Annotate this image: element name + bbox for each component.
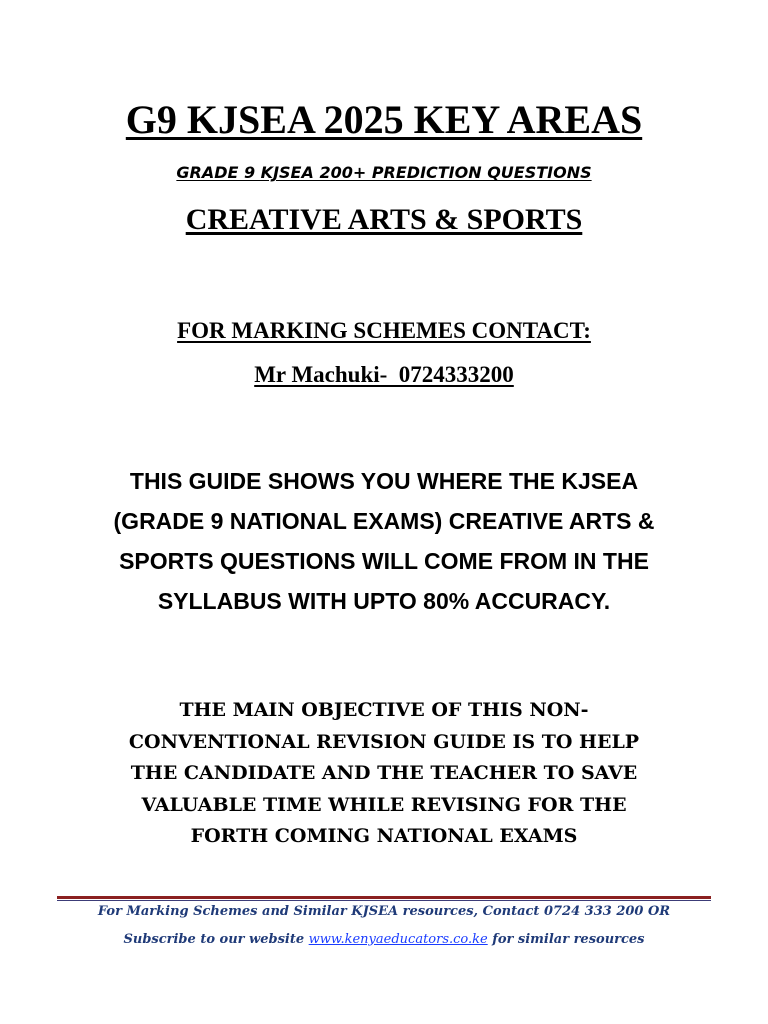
objective-line: CONVENTIONAL REVISION GUIDE IS TO HELP [128, 730, 640, 753]
subject-title: CREATIVE ARTS & SPORTS [185, 203, 583, 236]
footer-website-suffix: for similar resources [487, 932, 645, 947]
objective-paragraph [0, 695, 768, 853]
website-link[interactable]: www.kenyaeducators.co.ke [308, 932, 488, 947]
footer-website-line [0, 930, 768, 950]
footer-contact-line: For Marking Schemes and Similar KJSEA resources, Contact 0724 333 200 OR [97, 904, 671, 919]
guide-line: THIS GUIDE SHOWS YOU WHERE THE KJSEA [129, 468, 639, 494]
main-title: G9 KJSEA 2025 KEY AREAS [125, 97, 643, 142]
objective-line: THE MAIN OBJECTIVE OF THIS NON- [179, 699, 589, 721]
subtitle: GRADE 9 KJSEA 200+ PREDICTION QUESTIONS [176, 163, 592, 182]
footer-divider-bottom [57, 900, 711, 901]
guide-line: (GRADE 9 NATIONAL EXAMS) CREATIVE ARTS & [113, 508, 655, 534]
objective-line: THE CANDIDATE AND THE TEACHER TO SAVE [130, 762, 638, 784]
footer-website-prefix: Subscribe to our website [123, 932, 309, 947]
contact-name: Mr Machuki- 0724333200 [254, 362, 514, 387]
guide-line: SYLLABUS WITH UPTO 80% ACCURACY. [157, 588, 611, 614]
objective-line: VALUABLE TIME WHILE REVISING FOR THE [141, 793, 627, 816]
guide-paragraph [0, 461, 768, 621]
contact-heading: FOR MARKING SCHEMES CONTACT: [177, 318, 591, 343]
guide-line: SPORTS QUESTIONS WILL COME FROM IN THE [119, 548, 649, 574]
objective-line: FORTH COMING NATIONAL EXAMS [190, 825, 578, 847]
footer-divider-top [57, 896, 711, 899]
